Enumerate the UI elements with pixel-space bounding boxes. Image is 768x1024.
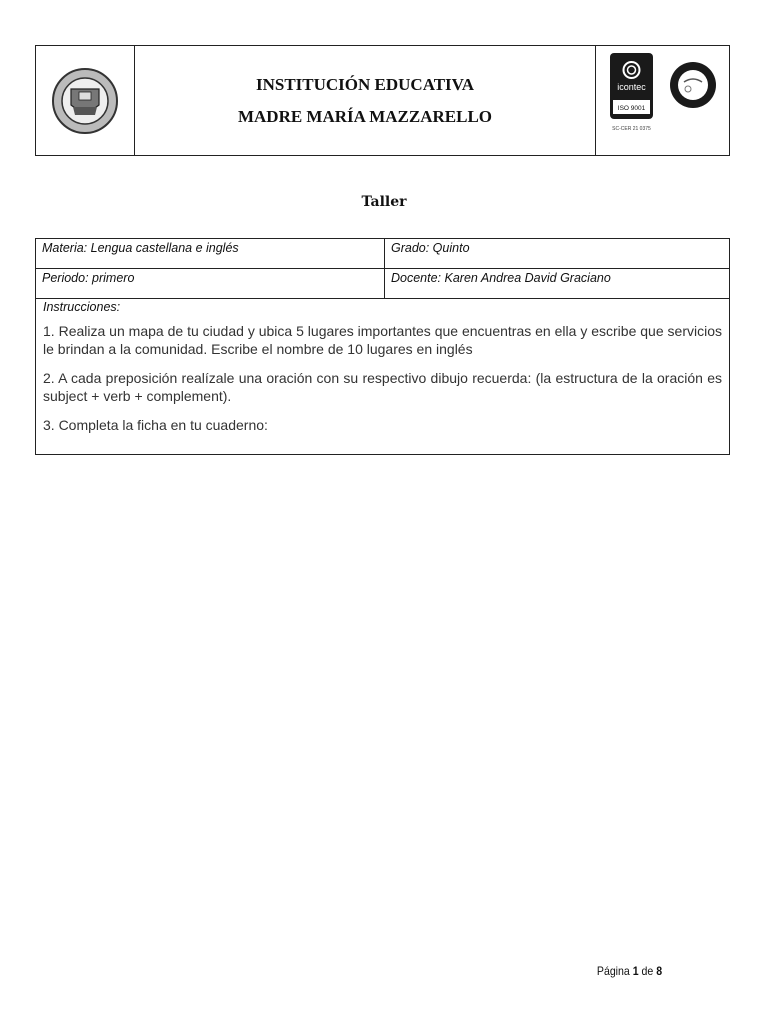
instruction-item: 2. A cada preposición realízale una oración con su respectivo dibujo recuerda: (la estructura de la oración es subject + verb + complement). — [43, 370, 722, 404]
info-table — [35, 238, 730, 455]
instructions-label: Instrucciones: — [43, 300, 121, 314]
instruction-item: 1. Realiza un mapa de tu ciudad y ubica 5 lugares importantes que encuentras en ella y escribe que servicios le brindan a la comunidad. Escribe el nombre de 10 lugares en inglés — [43, 323, 722, 357]
school-seal-icon — [51, 67, 119, 135]
icontec-certification-icon — [596, 46, 729, 155]
svg-text:ISO 9001: ISO 9001 — [617, 105, 646, 112]
info-row-1 — [36, 239, 729, 269]
institution-title-line1: INSTITUCIÓN EDUCATIVA — [255, 74, 475, 94]
docente-field: Docente: Karen Andrea David Graciano — [391, 271, 611, 285]
of-word: de — [641, 964, 654, 978]
total-pages: 8 — [656, 964, 662, 978]
institution-title — [135, 46, 595, 155]
page-word: Página — [596, 964, 630, 978]
current-page: 1 — [632, 964, 639, 978]
svg-text:icontec: icontec — [617, 82, 646, 92]
school-logo-cell — [36, 46, 135, 155]
grado-field: Grado: Quinto — [391, 241, 470, 255]
info-row-2 — [36, 269, 729, 299]
materia-field: Materia: Lengua castellana e inglés — [36, 239, 385, 268]
document-title: Taller — [361, 194, 407, 210]
certification-cell — [595, 46, 729, 155]
instruction-item: 3. Completa la ficha en tu cuaderno: — [43, 417, 268, 433]
page-number — [597, 964, 662, 978]
instructions-section — [36, 299, 729, 434]
svg-text:SC-CER 21 0375: SC-CER 21 0375 — [612, 126, 651, 132]
periodo-field: Periodo: primero — [36, 269, 385, 298]
document-header — [35, 45, 730, 156]
institution-title-line2: MADRE MARÍA MAZZARELLO — [237, 106, 493, 126]
